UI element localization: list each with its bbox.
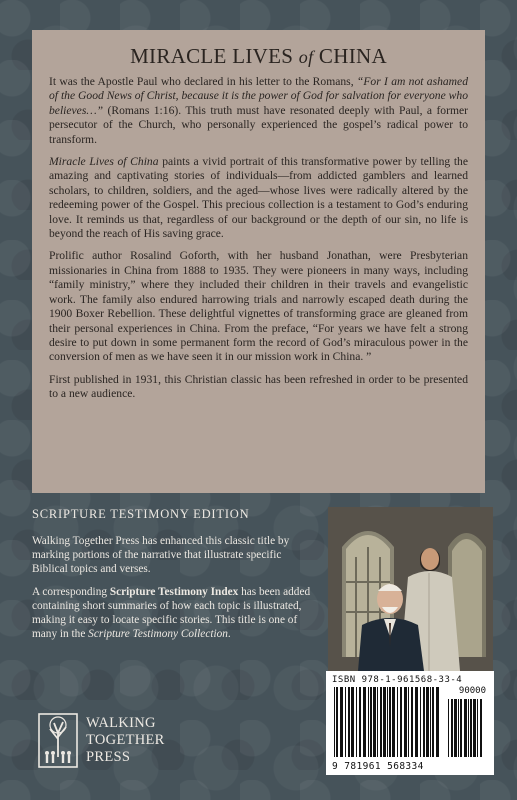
paragraph-author: Prolific author Rosalind Goforth, with her husband Jonathan, were Presbyterian missionaries in China from 1888 to 1935. They were pioneers in many ways, including “family ministry,” where they included their children in their travels and evangelistic work. The family also endured harrowing trials and narrowly escaped death during the 1900 Boxer Rebellion. These delightful vignettes of transforming grace are gleaned from their personal experiences in China. From the preface, “For years we have felt a strong desire to put down in some permanent form the record of God’s miraculous power in the conversion of men as we have seen it in our mission work in China. ” [49, 249, 468, 364]
edition-paragraph-2: A corresponding Scripture Testimony Index has been added containing short summaries of how each topic is illustrated, making it easy to locate specific stories. This title is one of many in the Scripture Testimony Collection. [32, 585, 311, 641]
title-main: MIRACLE LIVES [130, 44, 299, 68]
publisher-name: WALKING TOGETHER PRESS [86, 715, 165, 765]
barcode-digits: 9 781961 568334 [332, 761, 424, 772]
paragraph-romans: It was the Apostle Paul who declared in his letter to the Romans, “For I am not ashamed of the Good News of Christ, because it is the power of God for salvation for everyone who believes…” (Romans 1:16). This truth must have resonated deeply with Paul, a former persecutor of the Church, who personally experienced the gospel’s radical power to transform. [49, 75, 468, 146]
collection-name: Scripture Testimony Collection [88, 628, 228, 641]
edition-paragraph-1: Walking Together Press has enhanced this classic title by marking portions of the narrative that illustrate specific Biblical topics and verses. [32, 535, 290, 576]
ean-barcode-bars [334, 687, 442, 757]
index-name: Scripture Testimony Index [109, 585, 239, 598]
photo-illustration [328, 507, 493, 671]
back-cover-blurb-panel [32, 30, 485, 493]
missionary-portrait-photo [328, 507, 493, 671]
price-code: 90000 [458, 686, 486, 696]
edition-section [32, 507, 314, 649]
title-rest: CHINA [313, 44, 387, 68]
publisher-logo [38, 713, 165, 768]
book-title-inline: Miracle Lives of China [49, 155, 159, 169]
paragraph-publication: First published in 1931, this Christian classic has been refreshed in order to be presented to a new audience. [49, 372, 468, 401]
paragraph-summary: Miracle Lives of China paints a vivid portrait of this transformative power by telling the amazing and captivating stories of individuals—from addicted gamblers and learned scholars, to children, soldiers, and the aged—whose lives were radically altered by the redeeming power of the Gospel. This precious collection is a testament to God’s enduring love. It reminds us that, regardless of our background or the depth of our sin, no life is beyond the reach of His saving grace. [49, 155, 468, 241]
title-of: of [298, 47, 314, 67]
isbn-barcode [326, 671, 494, 775]
price-barcode-bars [448, 699, 486, 757]
isbn-number: ISBN 978-1-961568-33-4 [332, 675, 463, 685]
edition-heading: SCRIPTURE TESTIMONY EDITION [32, 507, 250, 521]
book-title [49, 44, 468, 69]
romans-quote: “For I am not ashamed of the Good News of Christ, because it is the power of God for salvation for everyone who believes…” [49, 75, 468, 117]
tree-with-figures-logo-icon [38, 713, 78, 768]
